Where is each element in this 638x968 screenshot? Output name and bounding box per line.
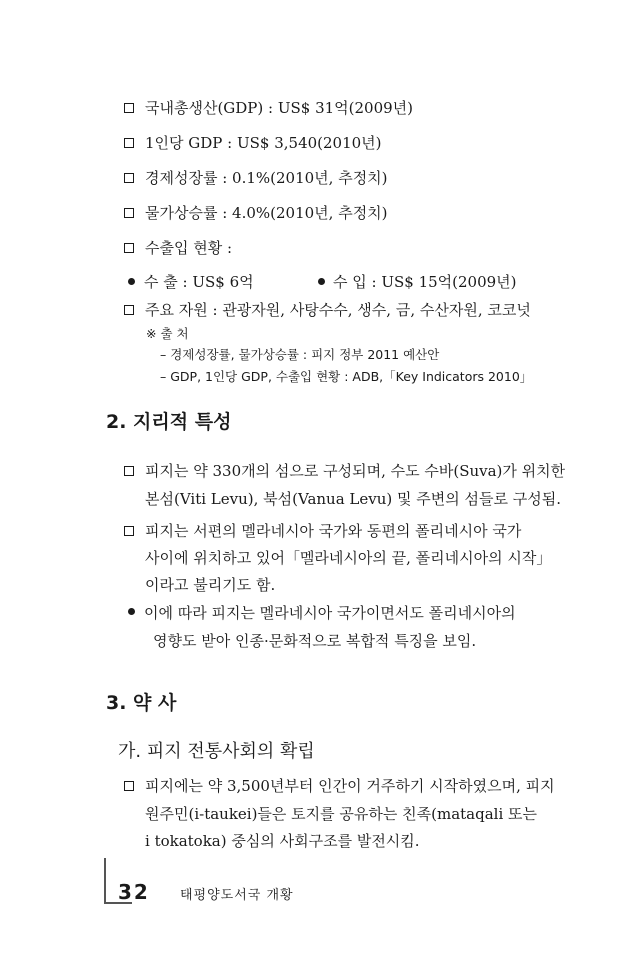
checkbox-bullet	[124, 305, 134, 315]
trade-import: 수 입 : US$ 15억(2009년)	[333, 273, 517, 291]
source-label: ※ 출 처	[146, 326, 189, 341]
checkbox-bullet	[124, 243, 134, 253]
dot-bullet	[128, 608, 135, 615]
section-2-heading: 2. 지리적 특성	[106, 411, 232, 433]
section-2-para-1-line-2: 본섬(Viti Levu), 북섬(Vanua Levu) 및 주변의 섬들로 구성됨.	[145, 490, 561, 508]
source-line-2: – GDP, 1인당 GDP, 수출입 현황 : ADB,「Key Indicators 2010」	[160, 369, 533, 384]
stat-inflation: 물가상승률 : 4.0%(2010년, 추정치)	[145, 204, 388, 222]
dot-bullet	[128, 278, 135, 285]
section-2-bullet-line-2: 영향도 받아 인종·문화적으로 복합적 특징을 보임.	[153, 632, 477, 650]
section-3-subheading: 가. 피지 전통사회의 확립	[118, 741, 315, 762]
book-title: 태평양도서국 개황	[180, 888, 294, 903]
checkbox-bullet	[124, 781, 134, 791]
section-3-heading: 3. 약 사	[106, 692, 177, 714]
section-2-para-2-line-3: 이라고 불리기도 함.	[145, 576, 276, 594]
dot-bullet	[318, 278, 325, 285]
checkbox-bullet	[124, 208, 134, 218]
section-3-para-line-2: 원주민(i-taukei)들은 토지를 공유하는 친족(mataqali 또는	[145, 805, 538, 823]
section-3-para-line-3: i tokatoka) 중심의 사회구조를 발전시킴.	[145, 832, 420, 850]
section-2-bullet-line-1: 이에 따라 피지는 멜라네시아 국가이면서도 폴리네시아의	[144, 604, 516, 622]
section-3-para-line-1: 피지에는 약 3,500년부터 인간이 거주하기 시작하였으며, 피지	[145, 777, 555, 795]
checkbox-bullet	[124, 173, 134, 183]
stat-gdp-per-capita: 1인당 GDP : US$ 3,540(2010년)	[145, 134, 382, 152]
checkbox-bullet	[124, 526, 134, 536]
main-resources: 주요 자원 : 관광자원, 사탕수수, 생수, 금, 수산자원, 코코넛	[145, 301, 531, 319]
section-2-para-2-line-1: 피지는 서편의 멜라네시아 국가와 동편의 폴리네시아 국가	[145, 522, 522, 540]
checkbox-bullet	[124, 103, 134, 113]
checkbox-bullet	[124, 138, 134, 148]
source-line-1: – 경제성장률, 물가상승률 : 피지 정부 2011 예산안	[160, 347, 440, 362]
section-2-para-1-line-1: 피지는 약 330개의 섬으로 구성되며, 수도 수바(Suva)가 위치한	[145, 462, 566, 480]
stat-gdp: 국내총생산(GDP) : US$ 31억(2009년)	[145, 99, 414, 117]
page-number: 32	[118, 880, 150, 904]
trade-export: 수 출 : US$ 6억	[144, 273, 254, 291]
stat-growth-rate: 경제성장률 : 0.1%(2010년, 추정치)	[145, 169, 388, 187]
checkbox-bullet	[124, 466, 134, 476]
section-2-para-2-line-2: 사이에 위치하고 있어「멜라네시아의 끝, 폴리네시아의 시작」	[145, 549, 552, 567]
stat-trade-heading: 수출입 현황 :	[145, 239, 233, 257]
